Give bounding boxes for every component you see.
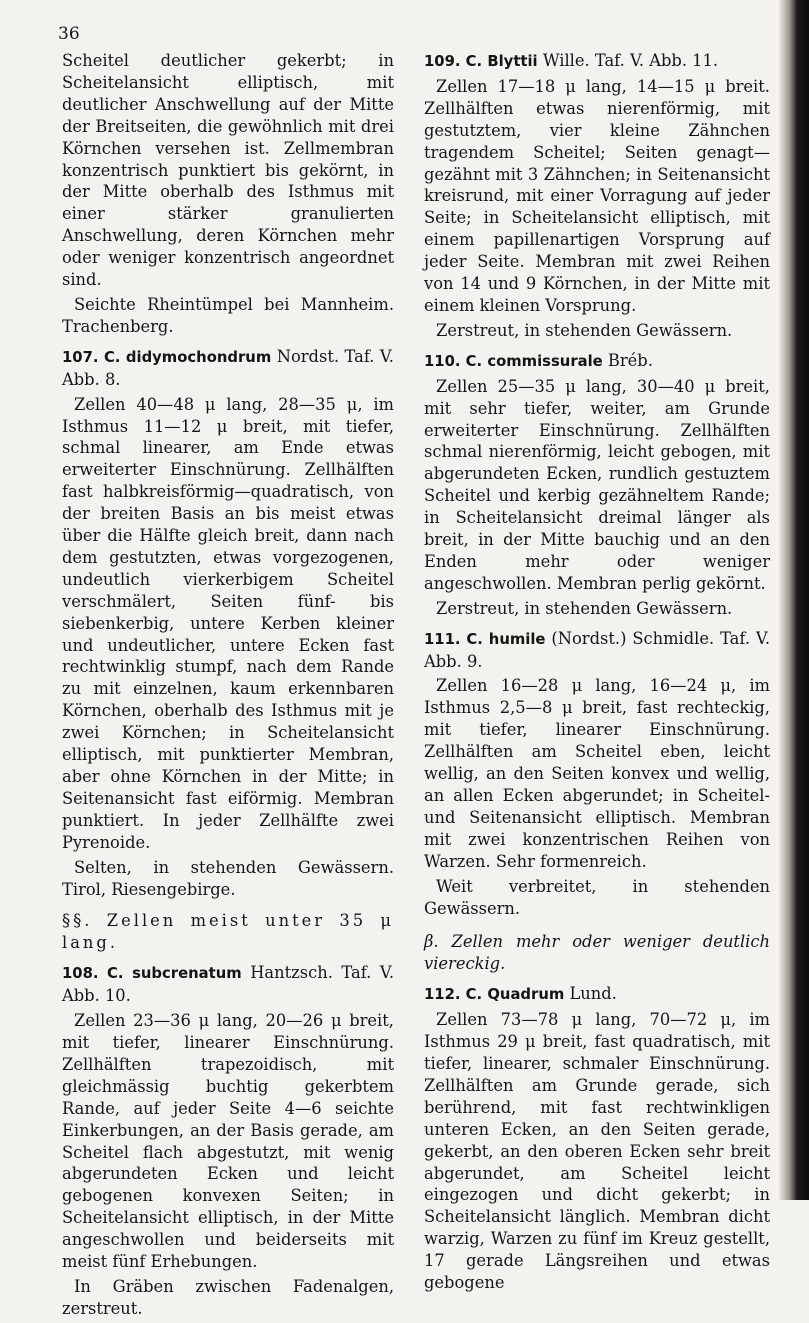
authority: Wille. Taf. V. Abb. 11.	[542, 51, 719, 70]
section-heading: §§. Zellen meist unter 35 μ lang.	[62, 911, 394, 953]
entry-107-habitat: Selten, in stehenden Gewässern. Tirol, Riesengebirge.	[62, 857, 394, 899]
entry-110-habitat: Zerstreut, in stehenden Gewässern.	[436, 598, 733, 618]
authority: Bréb.	[607, 350, 653, 370]
authority: Nordst. Taf. V. Abb. 8.	[62, 346, 394, 389]
entry-number: 108. C.	[62, 965, 124, 983]
entry-number: 110. C.	[424, 352, 483, 370]
entry-number: 111. C.	[424, 630, 483, 648]
species-name: humile	[488, 630, 546, 648]
species-name: commissurale	[487, 352, 603, 370]
entry-number: 109. C.	[424, 53, 483, 70]
entry-109-heading	[424, 50, 770, 73]
species-name: subcrenatum	[132, 965, 242, 983]
page-number: 36	[58, 24, 80, 44]
entry-111-habitat: Weit verbreitet, in stehenden Gewässern.	[424, 876, 770, 918]
authority: Lund.	[569, 984, 617, 1004]
entry-109-habitat: Zerstreut, in stehenden Gewässern.	[436, 320, 733, 340]
entry-109-description: Zellen 17—18 μ lang, 14—15 μ breit. Zellhälften etwas nierenförmig, mit gestutztem, vier kleine Zähnchen tragendem Scheitel; Seiten genagt—gezähnt mit 3 Zähnchen; in Seitenansicht kreisrund, mit einer Vorragung auf jeder Seite; in Scheitelansicht elliptisch, mit einem papillenartigen Vorsprung auf jeder Seite. Membran mit zwei Reihen von 14 und 9 Körnchen, in der Mitte mit einem kleinen Vorsprung.	[424, 76, 770, 315]
page-binding-edge	[779, 0, 809, 1200]
entry-108-heading	[62, 962, 394, 1007]
entry-111-description: Zellen 16—28 μ lang, 16—24 μ, im Isthmus 2,5—8 μ breit, fast rechteckig, mit tiefer, linearer Einschnürung. Zellhälften am Scheitel eben, leicht wellig, an den Seiten konvex und wellig, an allen Ecken abgerundet; in Scheitel- und Seitenansicht elliptisch. Membran mit zwei konzentrischen Reihen von Warzen. Sehr formenreich.	[424, 676, 770, 871]
entry-112-heading	[424, 983, 770, 1006]
entry-number: 107. C.	[62, 348, 121, 366]
entry-111-heading	[424, 628, 770, 673]
species-name: Blyttii	[487, 53, 538, 70]
authority: Hantzsch. Taf. V. Abb. 10.	[62, 963, 394, 1006]
entry-110-heading	[424, 350, 770, 373]
authority: (Nordst.) Schmidle. Taf. V. Abb. 9.	[424, 628, 770, 671]
entry-number: 112. C.	[424, 986, 483, 1004]
species-name: Quadrum	[487, 986, 565, 1004]
intro-paragraph: Scheitel deutlicher gekerbt; in Scheitelansicht elliptisch, mit deutlicher Anschwellung auf der Mitte der Breitseiten, die gewöhnlich mit drei Körnchen versehen ist. Zellmembran konzentrisch punktiert bis gekörnt, in der Mitte oberhalb des Isthmus mit einer stärker granulierten Anschwellung, deren Körnchen mehr oder weniger konzentrisch angeordnet sind.	[62, 51, 394, 290]
right-column	[424, 48, 770, 1297]
species-name: didymochondrum	[125, 348, 272, 366]
entry-107-heading	[62, 346, 394, 391]
left-column	[62, 48, 394, 1323]
entry-108-description: Zellen 23—36 μ lang, 20—26 μ breit, mit tiefer, linearer Einschnürung. Zellhälften trapezoidisch, mit gleichmässig buchtig gekerbtem Rande, auf jeder Seite 4—6 seichte Einkerbungen, an der Basis gerade, am Scheitel flach abgestutzt, mit wenig abgerundeten Ecken und leicht gebogenen konvexen Seiten; in Scheitelansicht elliptisch, in der Mitte angeschwollen und beiderseits mit meist fünf Erhebungen.	[62, 1011, 394, 1272]
entry-108-habitat: In Gräben zwischen Fadenalgen, zerstreut.	[62, 1276, 394, 1318]
entry-107-description: Zellen 40—48 μ lang, 28—35 μ, im Isthmus 11—12 μ breit, mit tiefer, schmal linearer, am Ende etwas erweiterter Einschnürung. Zellhälften fast halbkreisförmig—quadratisch, von der breiten Basis an bis meist etwas über die Hälfte gleich breit, dann nach dem gestutzten, etwas vorgezogenen, undeutlich vierkerbigem Scheitel verschmälert, Seiten fünf- bis siebenkerbig, untere Kerben kleiner und undeutlicher, untere Ecken fast rechtwinklig stumpf, nach dem Rande zu mit einzelnen, kaum erkennbaren Körnchen, oberhalb des Isthmus mit je zwei Körnchen; in Scheitelansicht elliptisch, mit punktierter Membran, aber ohne Körnchen in der Mitte; in Seitenansicht fast eiförmig. Membran punktiert. In jeder Zellhälfte zwei Pyrenoide.	[62, 394, 394, 852]
entry-110-description: Zellen 25—35 μ lang, 30—40 μ breit, mit sehr tiefer, weiter, am Grunde erweiterter Einschnürung. Zellhälften schmal nierenförmig, leicht gebogen, mit abgerundeten Ecken, rundlich gestuztem Scheitel und kerbig gezähneltem Rande; in Scheitelansicht dreimal länger als breit, in der Mitte bauchig und an den Enden mehr oder weniger angeschwollen. Membran perlig gekörnt.	[424, 376, 770, 593]
entry-112-description: Zellen 73—78 μ lang, 70—72 μ, im Isthmus 29 μ breit, fast quadratisch, mit tiefer, linearer, schmaler Einschnürung. Zellhälften am Grunde gerade, sich berührend, mit fast rechtwinkligen unteren Ecken, an den Seiten gerade, gekerbt, an den oberen Ecken sehr breit abgerundet, am Scheitel leicht eingezogen und dicht gekerbt; in Scheitelansicht länglich. Membran dicht warzig, Warzen zu fünf im Kreuz gestellt, 17 gerade Längsreihen und etwas gebogene	[424, 1010, 770, 1293]
intro-habitat: Seichte Rheintümpel bei Mannheim. Trachenberg.	[62, 294, 394, 336]
subsection-heading: β. Zellen mehr oder weniger deutlich viereckig.	[424, 932, 770, 974]
